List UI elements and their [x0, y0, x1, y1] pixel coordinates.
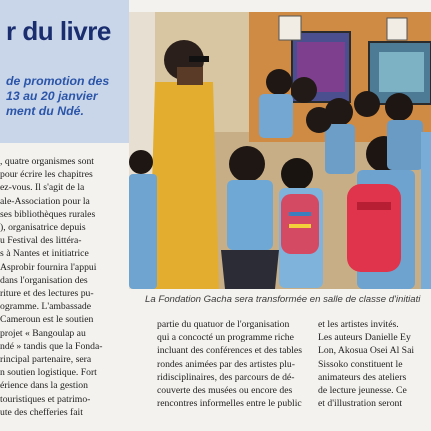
- deck-line: ment du Ndé.: [6, 104, 84, 118]
- text-line: dans l'organisation des: [0, 274, 88, 286]
- text-line: , quatre organismes sont: [0, 156, 94, 167]
- text-line: érience dans la gestion: [0, 380, 88, 392]
- text-line: rencontres informelles entre le public: [157, 398, 302, 410]
- text-line: incluant des conférences et des tables: [157, 345, 302, 357]
- text-line: touristiques et patrimo-: [0, 393, 91, 405]
- text-line: Sissoko constituent le: [318, 358, 403, 370]
- deck-line: 13 au 20 janvier: [6, 89, 98, 103]
- text-line: ses bibliothèques rurales: [0, 208, 96, 220]
- text-line: ndé » tandis que la Fonda-: [0, 340, 103, 352]
- text-line: couverte des musées ou encore des: [157, 385, 293, 397]
- text-line: animateurs des ateliers: [318, 371, 407, 383]
- headline: r du livre: [6, 16, 111, 46]
- text-line: et d'illustration seront: [318, 398, 403, 410]
- deck: [6, 74, 109, 119]
- text-line: Lon, Akosua Osei Al Sai: [318, 345, 415, 357]
- text-line: ute des chefferies fait: [0, 406, 83, 418]
- text-line: ale-Association pour la: [0, 195, 90, 207]
- header-panel: [0, 0, 129, 143]
- text-line: qui a concocté un programme riche: [157, 332, 294, 344]
- text-line: de lecture jeunesse. Ce: [318, 385, 407, 397]
- text-line: et les artistes invités.: [318, 319, 399, 330]
- text-line: u Festival des littéra-: [0, 235, 82, 247]
- text-line: Cameroun est le soutien: [0, 314, 94, 326]
- deck-line: de promotion des: [6, 74, 110, 88]
- body-column-middle: [157, 318, 307, 410]
- text-line: riture et des lectures pu-: [0, 288, 94, 300]
- text-line: ogramme. L'ambassade: [0, 301, 92, 313]
- photo-caption: La Fondation Gacha sera transformée en salle de classe d'initiati: [145, 294, 421, 305]
- text-line: s à Nantes et initiatrice: [0, 248, 89, 260]
- body-column-right: [318, 318, 431, 410]
- text-line: Les auteurs Danielle Ey: [318, 332, 411, 344]
- text-line: ez-vous. Il s'agit de la: [0, 182, 85, 194]
- text-line: ), organisatrice depuis: [0, 222, 86, 234]
- text-line: partie du quatuor de l'organisation: [157, 319, 290, 330]
- text-line: rondes animées par des artistes plu-: [157, 358, 296, 370]
- text-line: pour écrire les chapitres: [0, 169, 93, 181]
- text-line: Asprobir fournira l'appui: [0, 261, 97, 273]
- photo-illustration: [129, 12, 431, 289]
- text-line: projet « Bangoulap au: [0, 327, 86, 339]
- article-photo: [129, 12, 431, 289]
- text-line: ridisciplinaires, des parcours de dé-: [157, 371, 295, 383]
- text-line: rincipal partenaire, sera: [0, 354, 92, 366]
- text-line: n soutien logistique. Fort: [0, 367, 97, 379]
- body-column-left: [0, 155, 129, 419]
